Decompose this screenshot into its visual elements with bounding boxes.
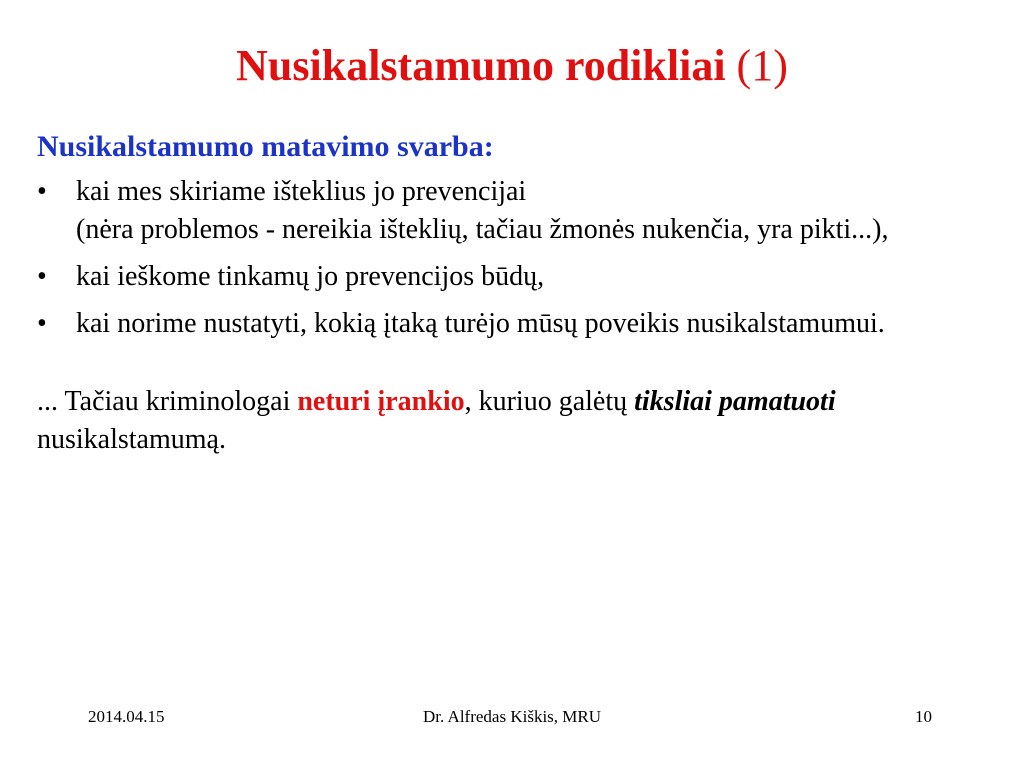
bullet-icon: • xyxy=(37,261,47,292)
closing-text: , kuriuo galėtų xyxy=(464,386,635,417)
list-item xyxy=(37,258,987,296)
slide-title xyxy=(0,36,1024,96)
footer-author: Dr. Alfredas Kiškis, MRU xyxy=(422,707,602,726)
bullet-text: kai mes skiriame išteklius jo prevencijai xyxy=(76,176,527,207)
title-suffix: (1) xyxy=(736,41,788,90)
closing-highlight: neturi įrankio xyxy=(297,386,465,417)
bullet-text: kai ieškome tinkamų jo prevencijos būdų, xyxy=(76,261,545,292)
title-main: Nusikalstamumo rodikliai xyxy=(236,41,726,90)
footer-date: 2014.04.15 xyxy=(88,707,165,726)
bullet-icon: • xyxy=(37,176,47,207)
footer-page-number: 10 xyxy=(915,707,932,726)
closing-text: ... Tačiau kriminologai xyxy=(37,386,298,417)
slide-body xyxy=(37,125,987,459)
list-item xyxy=(37,305,987,343)
bullet-text: kai norime nustatyti, kokią įtaką turėjo mūsų poveikis nusikalstamumui. xyxy=(76,308,885,339)
subheading: Nusikalstamumo matavimo svarba: xyxy=(37,130,494,163)
bullet-text: (nėra problemos - nereikia išteklių, tačiau žmonės nukenčia, yra pikti...), xyxy=(76,214,889,245)
list-item xyxy=(37,173,987,249)
closing-emphasis: tiksliai pamatuoti xyxy=(634,386,836,417)
closing-text: nusikalstamumą. xyxy=(37,424,226,455)
bullet-list xyxy=(37,173,987,343)
bullet-icon: • xyxy=(37,308,47,339)
closing-paragraph xyxy=(37,383,987,459)
